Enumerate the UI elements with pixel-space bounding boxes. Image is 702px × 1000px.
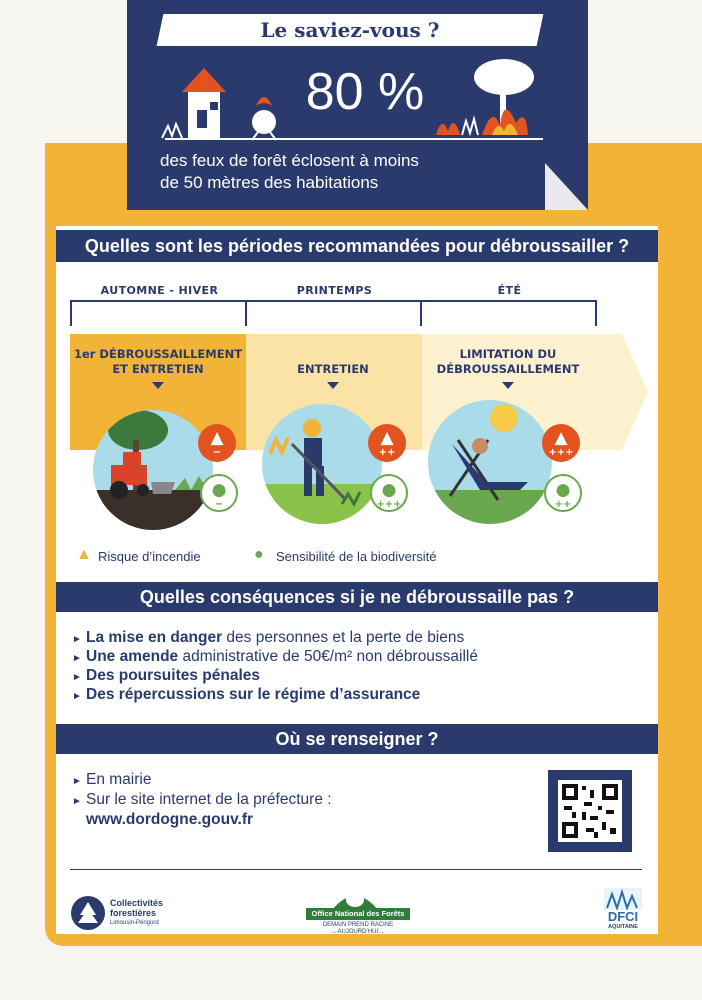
arrow-icon: ►	[72, 776, 82, 787]
phase-1-label	[72, 347, 244, 377]
dfci-region: AQUITAINE	[608, 924, 638, 930]
dfci-logo-icon	[604, 888, 642, 910]
list-item: ► Sur le site internet de la préfecture :	[72, 790, 332, 810]
list-item: ► Des poursuites pénales	[72, 666, 478, 685]
collectivites-line3: Limousin-Périgord	[110, 920, 159, 926]
biodiversity-level: ++	[554, 499, 572, 510]
phase-3-label-line1: LIMITATION DU	[459, 347, 557, 361]
info-heading: Où se renseigner ?	[56, 724, 658, 754]
biodiversity-badge	[544, 474, 582, 512]
info-list	[72, 770, 332, 830]
stat-percentage: 80 %	[305, 63, 425, 121]
forest-fire-illustration	[432, 55, 542, 140]
timeline-tick	[595, 300, 597, 326]
list-item: ► Une amende administrative de 50€/m² non débroussaillé	[72, 647, 478, 666]
globe-icon: ●	[211, 480, 227, 500]
onf-tagline: DEMAIN PREND RACINE ... AUJOURD’HUI ...	[322, 922, 394, 935]
fire-risk-level: ++	[378, 447, 396, 458]
season-summer: ÉTÉ	[497, 284, 522, 297]
timeline-line	[70, 300, 597, 302]
collectivites-logo-icon	[70, 895, 106, 931]
biodiversity-level: −	[214, 499, 224, 510]
info-url-link[interactable]: www.dordogne.gouv.fr	[86, 811, 254, 828]
qr-pattern	[558, 780, 622, 842]
dfci-logo-name: DFCI	[607, 909, 639, 924]
globe-icon: ●	[254, 546, 264, 563]
collectivites-line1: Collectivités	[110, 898, 164, 908]
periods-heading: Quelles sont les périodes recommandées pour débroussailler ?	[56, 230, 658, 262]
timeline-tick	[70, 300, 72, 326]
flame-icon: ▲	[554, 428, 568, 448]
arrow-icon: ►	[72, 796, 82, 807]
biodiversity-badge	[370, 474, 408, 512]
globe-icon: ●	[381, 480, 397, 500]
phase-1-pointer	[152, 382, 164, 389]
phase-1-label-line2: ET ENTRETIEN	[112, 362, 204, 376]
flame-icon: ▲	[380, 428, 394, 448]
timeline-tick	[420, 300, 422, 326]
fire-risk-badge	[198, 424, 236, 462]
phase-1-label-line1: 1er DÉBROUSSAILLEMENT	[73, 347, 243, 361]
arrow-icon: ►	[72, 634, 82, 645]
consequences-heading: Quelles conséquences si je ne débroussaille pas ?	[56, 582, 658, 612]
globe-icon: ●	[555, 480, 571, 500]
onf-logo-name: Office National des Forêts	[306, 908, 410, 920]
fire-risk-badge	[368, 424, 406, 462]
phase-2-pointer	[327, 382, 339, 389]
house-fire-illustration	[160, 62, 290, 142]
flame-icon: ▲	[76, 546, 92, 563]
collectivites-logo	[110, 898, 163, 928]
fire-risk-level: +++	[548, 447, 574, 458]
phase-3-pointer	[502, 382, 514, 389]
consequences-list	[72, 628, 478, 704]
tractor-illustration	[93, 410, 213, 530]
header-title: Le saviez-vous ?	[260, 18, 440, 42]
fire-risk-level: −	[212, 447, 222, 458]
folded-corner	[545, 163, 588, 210]
footer-divider	[70, 869, 642, 870]
qr-code[interactable]	[548, 770, 632, 852]
header-divider	[165, 138, 543, 140]
header-title-banner	[157, 14, 544, 46]
header-subtitle-line1: des feux de forêt éclosent à moins	[160, 151, 419, 170]
legend-fire-risk: Risque d’incendie	[98, 549, 201, 564]
arrow-icon: ►	[72, 672, 82, 683]
list-item: ► La mise en danger des personnes et la perte de biens	[72, 628, 478, 647]
phase-2-label	[247, 347, 419, 377]
arrow-icon: ►	[72, 653, 82, 664]
list-item: ► En mairie	[72, 770, 332, 790]
phase-2-label-line1	[247, 347, 419, 362]
phase-3-label-line2: DÉBROUSSAILLEMENT	[436, 362, 580, 376]
list-item: ► Des répercussions sur le régime d’assurance	[72, 685, 478, 704]
season-autumn-winter: AUTOMNE - HIVER	[100, 284, 219, 297]
phase-3-label	[422, 347, 594, 377]
phase-2-label-line2: ENTRETIEN	[297, 362, 369, 376]
brushcutter-illustration	[262, 404, 382, 524]
onf-logo-icon	[330, 888, 380, 910]
header-subtitle	[160, 150, 540, 194]
header-subtitle-line2: de 50 mètres des habitations	[160, 173, 379, 192]
deckchair-illustration	[428, 400, 552, 524]
collectivites-line2: forestières	[110, 908, 157, 918]
arrow-icon: ►	[72, 691, 82, 702]
biodiversity-level: +++	[376, 499, 402, 510]
fire-risk-badge	[542, 424, 580, 462]
biodiversity-badge	[200, 474, 238, 512]
legend-biodiversity: Sensibilité de la biodiversité	[276, 549, 437, 564]
season-spring: PRINTEMPS	[296, 284, 373, 297]
timeline-tick	[245, 300, 247, 326]
flame-icon: ▲	[210, 428, 224, 448]
